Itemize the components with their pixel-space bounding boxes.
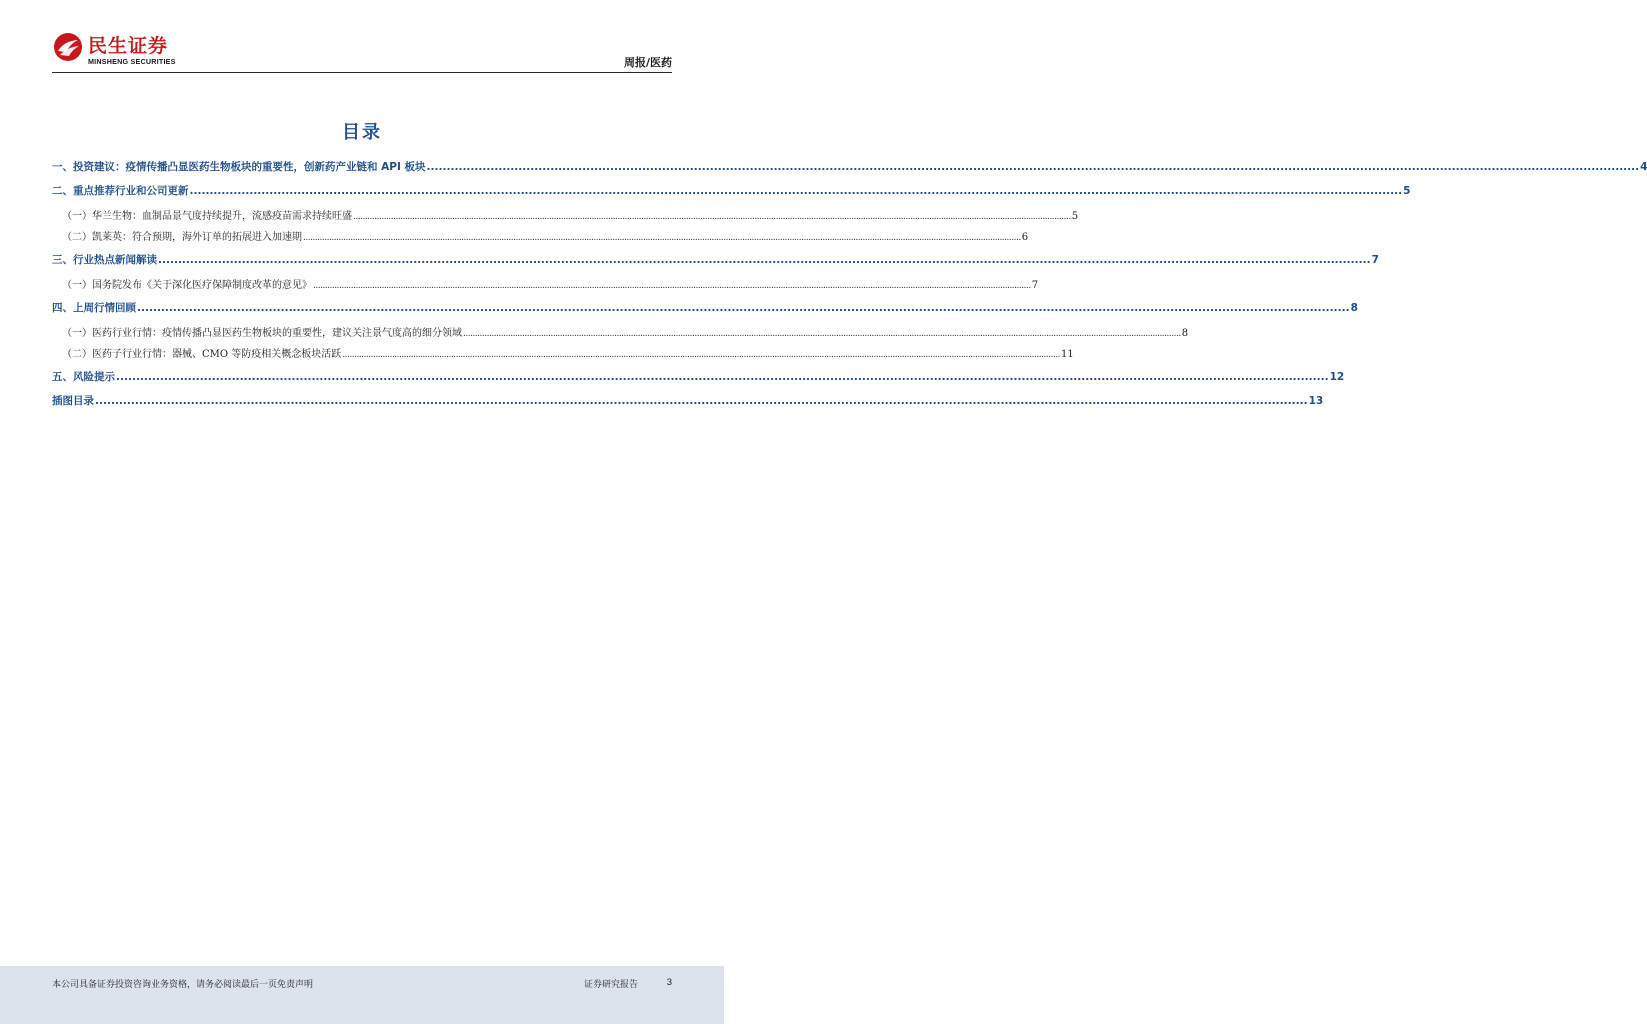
toc-entry[interactable] <box>52 228 1029 243</box>
toc-entry-page: 5 <box>1403 185 1411 197</box>
logo-english-name: MINSHENG SECURITIES <box>88 57 176 66</box>
toc-entry[interactable] <box>52 252 1379 267</box>
toc-leader-dots <box>190 185 1403 197</box>
toc-entry-label: （二）医药子行业行情：器械、CMO 等防疫相关概念板块活跃 <box>62 349 342 360</box>
page-header <box>0 0 724 80</box>
toc-entry-page: 12 <box>1329 371 1345 383</box>
toc-entry-page: 11 <box>1060 349 1074 360</box>
toc-entry[interactable] <box>52 324 1189 339</box>
toc-entry-label: 二、重点推荐行业和公司更新 <box>52 185 189 197</box>
toc-leader-dots <box>137 302 1350 314</box>
toc-title: 目录 <box>342 122 382 143</box>
toc-entry[interactable] <box>52 369 1345 384</box>
footer-disclaimer: 本公司具备证券投资咨询业务资格，请务必阅读最后一页免责声明 <box>52 980 314 990</box>
toc-entry-page: 8 <box>1350 302 1358 314</box>
toc-leader-dots <box>313 281 1031 291</box>
toc-leader-dots <box>342 350 1060 360</box>
toc-entry-page: 6 <box>1021 232 1029 243</box>
toc-leader-dots <box>427 161 1640 173</box>
toc-entry[interactable] <box>52 183 1411 198</box>
toc-entry-label: 插图目录 <box>52 395 94 407</box>
toc-entry[interactable] <box>52 276 1039 291</box>
page-number: 3 <box>666 977 672 988</box>
toc-leader-dots <box>463 329 1181 339</box>
minsheng-logo <box>53 30 193 70</box>
toc-entry-page: 7 <box>1031 280 1039 291</box>
toc-entry[interactable] <box>52 207 1079 222</box>
toc-entry-label: （一）华兰生物：血制品景气度持续提升，流感疫苗需求持续旺盛 <box>62 211 352 222</box>
minsheng-logo-icon <box>53 32 83 62</box>
logo-chinese-name: 民生证券 <box>88 35 169 57</box>
toc-entry-page: 7 <box>1371 254 1379 266</box>
toc-entry[interactable] <box>52 159 1647 174</box>
toc-entry-label: 一、投资建议：疫情传播凸显医药生物板块的重要性，创新药产业链和 API 板块 <box>52 161 426 173</box>
toc-entry-page: 8 <box>1181 328 1189 339</box>
toc-leader-dots <box>303 233 1021 243</box>
footer-doc-type: 证券研究报告 <box>583 980 638 990</box>
toc-entry-page: 4 <box>1640 161 1647 173</box>
toc-leader-dots <box>158 254 1371 266</box>
page-footer <box>0 966 724 1024</box>
toc-entry-page: 13 <box>1308 395 1324 407</box>
toc-entry[interactable] <box>52 300 1358 315</box>
toc-entry-label: （一）医药行业行情：疫情传播凸显医药生物板块的重要性，建议关注景气度高的细分领域 <box>62 328 462 339</box>
toc-entry-label: 四、上周行情回顾 <box>52 302 136 314</box>
toc-entry-label: 三、行业热点新闻解读 <box>52 254 157 266</box>
toc-entry-label: （一）国务院发布《关于深化医疗保障制度改革的意见》 <box>62 280 312 291</box>
report-type: 周报/医药 <box>623 56 672 69</box>
toc-entry-label: （二）凯莱英：符合预期，海外订单的拓展进入加速期 <box>62 232 302 243</box>
header-divider <box>52 72 672 73</box>
toc-leader-dots <box>353 212 1071 222</box>
toc-leader-dots <box>116 371 1329 383</box>
toc-entry[interactable] <box>52 345 1074 360</box>
toc-entry[interactable] <box>52 393 1324 408</box>
toc-entry-label: 五、风险提示 <box>52 371 115 383</box>
toc-leader-dots <box>95 395 1308 407</box>
toc-entry-page: 5 <box>1071 211 1079 222</box>
